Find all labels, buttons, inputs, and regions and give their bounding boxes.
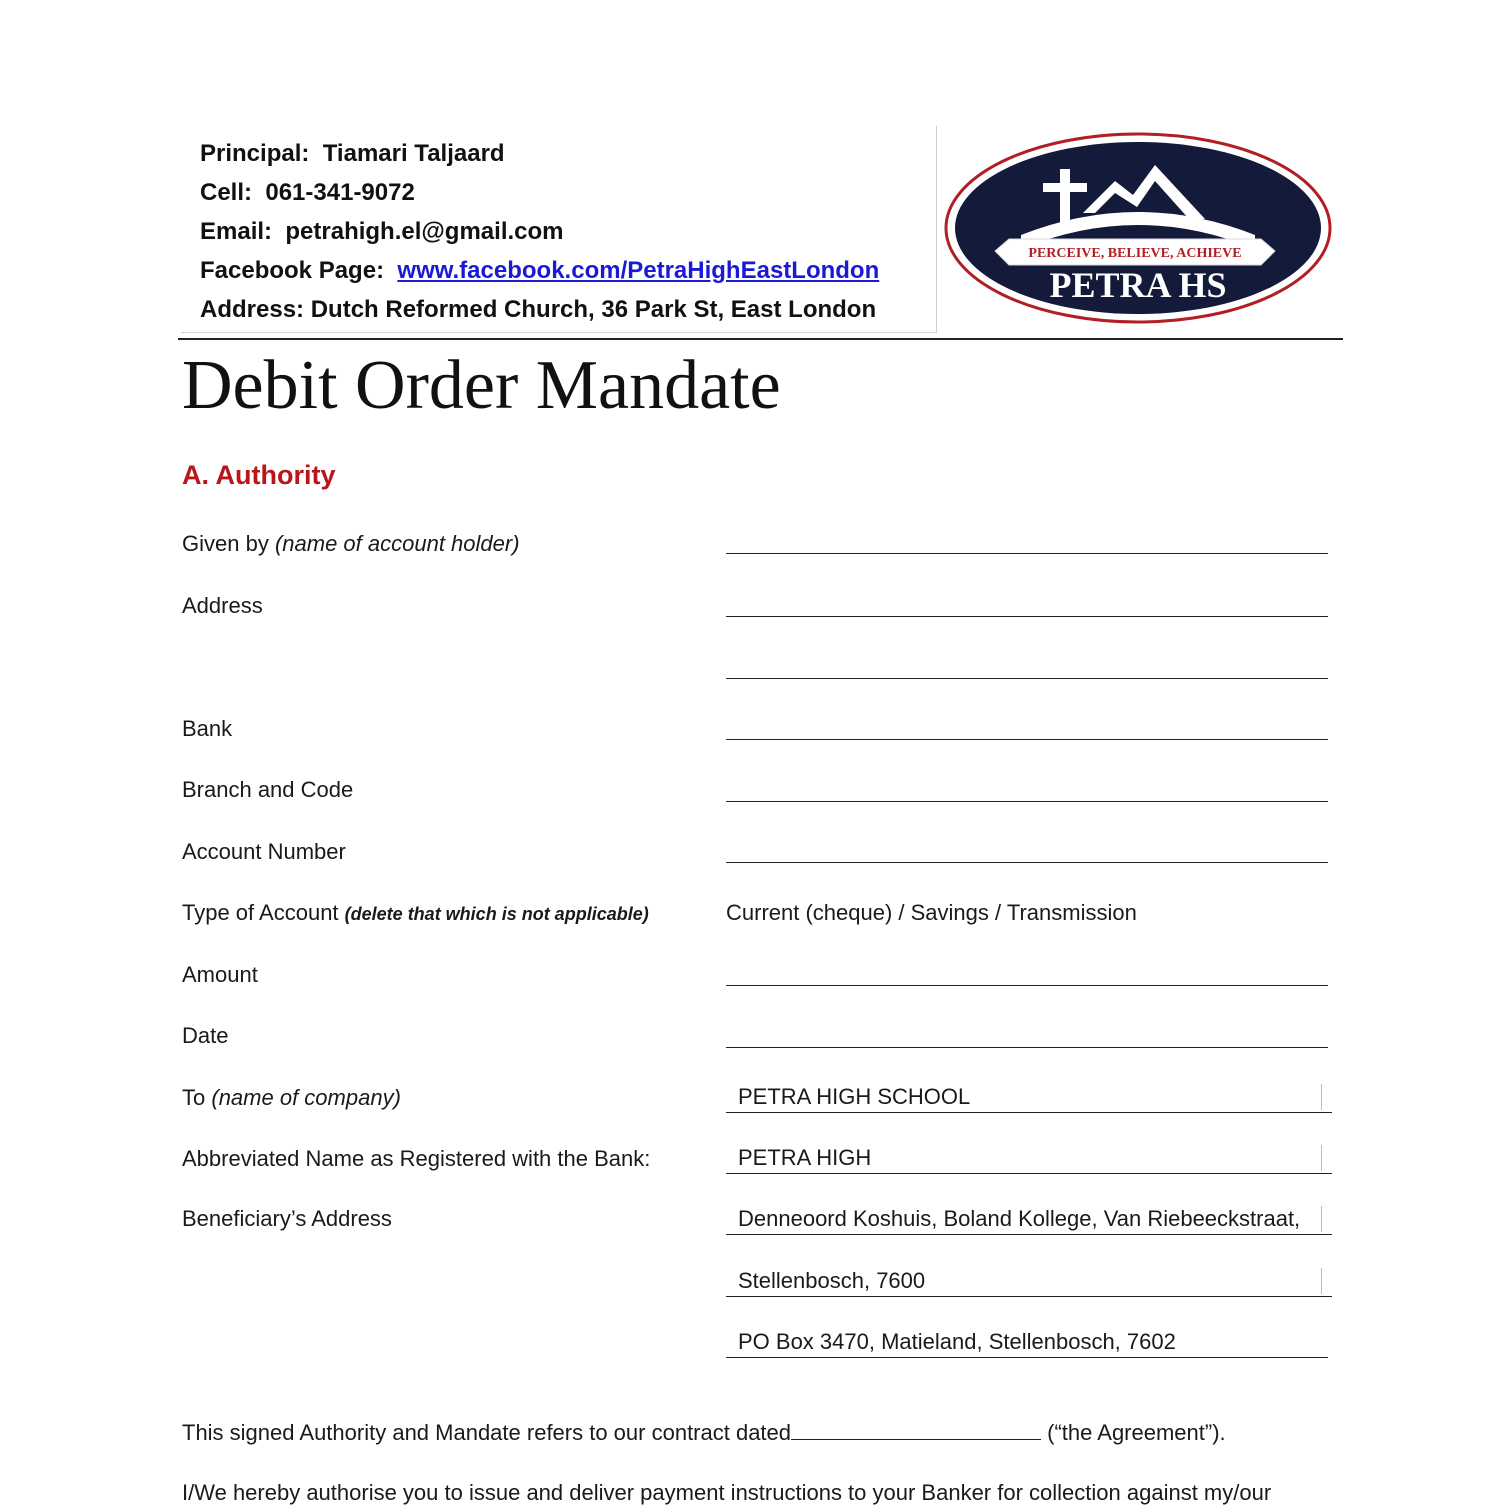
address-field-line1[interactable] [726,616,1328,617]
principal-name: Tiamari Taljaard [322,140,505,167]
facebook-label: Facebook Page: [200,257,385,284]
facebook-row [200,251,935,290]
contract-sentence [182,1420,1226,1446]
account-type-options[interactable]: Current (cheque) / Savings / Transmission [726,900,1137,925]
to-company-label [182,1085,401,1111]
abbreviated-name-label: Abbreviated Name as Registered with the Bank: [182,1146,651,1171]
account-number-field[interactable] [726,862,1328,863]
principal-row [200,134,935,173]
given-by-label [182,531,520,557]
field-box-edge [1321,1145,1322,1171]
beneficiary-address-line1-value: Denneoord Koshuis, Boland Kollege, Van Riebeeckstraat, [738,1206,1301,1231]
to-company-value: PETRA HIGH SCHOOL [738,1084,971,1109]
bank-field[interactable] [726,739,1328,740]
beneficiary-address-line2[interactable] [726,1266,1332,1297]
header-rule [178,338,1343,340]
contract-text-before: This signed Authority and Mandate refers to our contract dated [182,1420,792,1445]
document-title: Debit Order Mandate [182,347,781,424]
beneficiary-address-label: Beneficiary’s Address [182,1206,392,1231]
to-company-field[interactable] [726,1082,1332,1113]
to-company-label-text: To [182,1085,206,1110]
header-contact-block [200,134,935,329]
given-by-hint: (name of account holder) [274,531,520,556]
cell-value: 061-341-9072 [265,179,415,206]
school-logo [943,131,1333,326]
account-type-hint: (delete that which is not applicable) [344,904,649,924]
abbreviated-name-field[interactable] [726,1143,1332,1174]
field-box-edge [1321,1084,1322,1110]
email-label: Email: [200,218,273,245]
logo-motto: PERCEIVE, BELIEVE, ACHIEVE [1028,246,1242,261]
account-type-label-text: Type of Account [182,900,339,925]
address-field-line2[interactable] [726,678,1328,679]
beneficiary-address-line2-value: Stellenbosch, 7600 [738,1268,926,1293]
amount-field[interactable] [726,985,1328,986]
date-label: Date [182,1023,229,1048]
account-type-label [182,900,649,926]
bank-label: Bank [182,716,233,741]
address-value: Dutch Reformed Church, 36 Park St, East London [310,296,877,323]
cell-label: Cell: [200,179,253,206]
to-company-hint: (name of company) [211,1085,401,1110]
field-box-edge [1321,1206,1322,1232]
beneficiary-address-line3[interactable] [726,1327,1328,1358]
amount-label: Amount [182,962,258,987]
cross-icon [1060,169,1070,227]
principal-label: Principal: [200,140,310,167]
branch-code-label: Branch and Code [182,777,354,802]
given-by-label-text: Given by [182,531,269,556]
branch-code-field[interactable] [726,801,1328,802]
email-row [200,212,935,251]
contract-date-field[interactable] [791,1421,1041,1440]
facebook-link[interactable]: www.facebook.com/PetraHighEastLondon [397,257,880,284]
abbreviated-name-value: PETRA HIGH [738,1145,872,1170]
logo-name: PETRA HS [1049,265,1227,305]
address-label: Address [182,593,263,618]
header-divider-vertical [936,126,937,333]
beneficiary-address-line3-value: PO Box 3470, Matieland, Stellenbosch, 7602 [738,1329,1176,1354]
given-by-field[interactable] [726,553,1328,554]
header-divider-inner [181,332,936,333]
email-value: petrahigh.el@gmail.com [285,218,564,245]
address-row [200,290,935,329]
beneficiary-address-line1[interactable] [726,1204,1332,1235]
authorise-sentence: I/We hereby authorise you to issue and deliver payment instructions to your Banker for collection against my/our [182,1480,1272,1505]
date-field[interactable] [726,1047,1328,1048]
field-box-edge [1321,1268,1322,1294]
section-heading-authority: A. Authority [182,460,336,490]
contract-text-after: (“the Agreement”). [1041,1420,1226,1445]
address-label: Address: [200,296,305,323]
account-number-label: Account Number [182,839,346,864]
cell-row [200,173,935,212]
